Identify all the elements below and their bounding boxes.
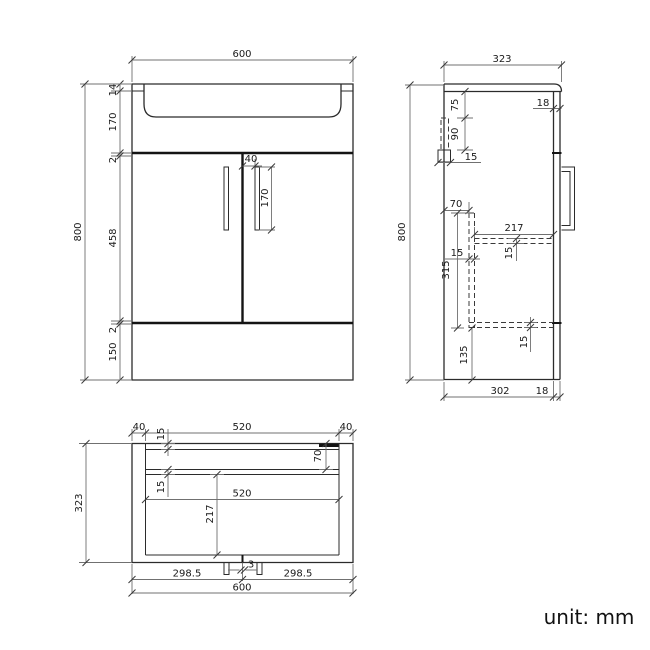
top-cutout-mark [319,444,339,447]
dim-front-handle-length [259,164,275,234]
side-view [397,54,575,401]
dim-label-side-15-partition: 15 [450,248,464,259]
dim-front-height-chain [108,81,132,384]
dim-side-overall-height [397,82,444,384]
dim-side-overall-depth [441,54,566,82]
dim-label-top-298-right: 298.5 [283,568,313,580]
dim-label-front-150: 150 [108,342,119,362]
dim-label-side-323: 323 [492,54,512,65]
dim-label-top-600: 600 [232,582,252,594]
top-left-handle [224,563,229,575]
top-partition-lines [146,470,340,475]
dim-top-inner-depth [205,471,224,559]
dim-label-side-15-bottom: 15 [519,335,530,349]
dim-label-top-323: 323 [74,493,85,513]
dim-label-top-15-back: 15 [156,427,167,441]
dim-label-top-15-partition: 15 [156,480,167,494]
dim-label-side-18-bottom: 18 [535,386,549,397]
side-hidden-bottom-panel [469,323,554,328]
dim-label-side-18-top: 18 [536,98,550,109]
dim-label-front-gap-bottom: 2 [108,326,119,334]
top-right-handle [257,563,262,575]
dim-label-top-3: 3 [247,559,255,571]
dim-side-partition-offset [441,199,473,214]
dim-side-plinth-height [459,325,476,384]
side-door-handle [562,167,575,230]
dim-top-partition-thickness [156,466,175,497]
front-view [73,49,357,384]
dim-side-hinge-offsets [435,88,482,166]
dim-side-countertop-thickness [533,98,564,112]
dim-side-bottom-depths [441,381,564,401]
right-door-handle [255,167,260,230]
dim-label-front-800: 800 [73,222,84,242]
dim-label-side-800: 800 [397,222,408,242]
dim-label-side-75: 75 [450,98,461,112]
dim-top-overall-width [129,583,357,597]
dim-label-front-458: 458 [108,228,119,248]
dim-front-overall-height [73,81,132,384]
dim-side-shelf-depth [471,223,557,239]
front-basin-bowl [144,84,341,117]
dim-front-overall-width [129,49,357,82]
side-door-edge [554,92,561,380]
dim-label-front-170: 170 [108,112,119,132]
dim-label-side-315: 315 [441,260,452,280]
dim-label-top-217: 217 [205,504,216,524]
dim-label-side-217: 217 [504,223,524,234]
side-cabinet-outline [444,84,562,380]
dim-label-side-302: 302 [490,386,510,397]
front-doors [132,153,353,323]
dim-label-front-gap-top: 2 [108,156,119,164]
dim-label-front-40: 40 [244,154,258,165]
dim-label-top-520: 520 [232,422,252,433]
top-view [74,422,357,597]
dim-label-side-15-shelf: 15 [504,246,515,260]
dim-label-side-90: 90 [450,127,461,141]
dim-label-front-14: 14 [108,83,119,97]
left-door-handle [224,167,229,230]
side-hidden-partition [469,213,475,328]
unit-note: unit: mm [543,605,635,629]
dim-label-top-40-left: 40 [132,422,146,433]
dim-top-back-panel [156,428,175,456]
dim-label-side-70: 70 [449,199,463,210]
dim-label-top-70: 70 [313,449,324,463]
dim-top-overall-depth [74,440,132,566]
dim-label-side-15-hinge: 15 [464,152,478,163]
dim-top-inner-width [142,489,343,504]
dim-label-top-40-right: 40 [339,422,353,433]
dim-side-compartment-height [441,210,470,332]
dim-label-top-298-left: 298.5 [172,568,202,580]
dim-label-front-handle-170: 170 [260,188,271,208]
dim-label-top-520-inner: 520 [232,488,252,500]
dim-label-side-135: 135 [459,345,470,365]
dim-label-front-600: 600 [232,49,252,60]
